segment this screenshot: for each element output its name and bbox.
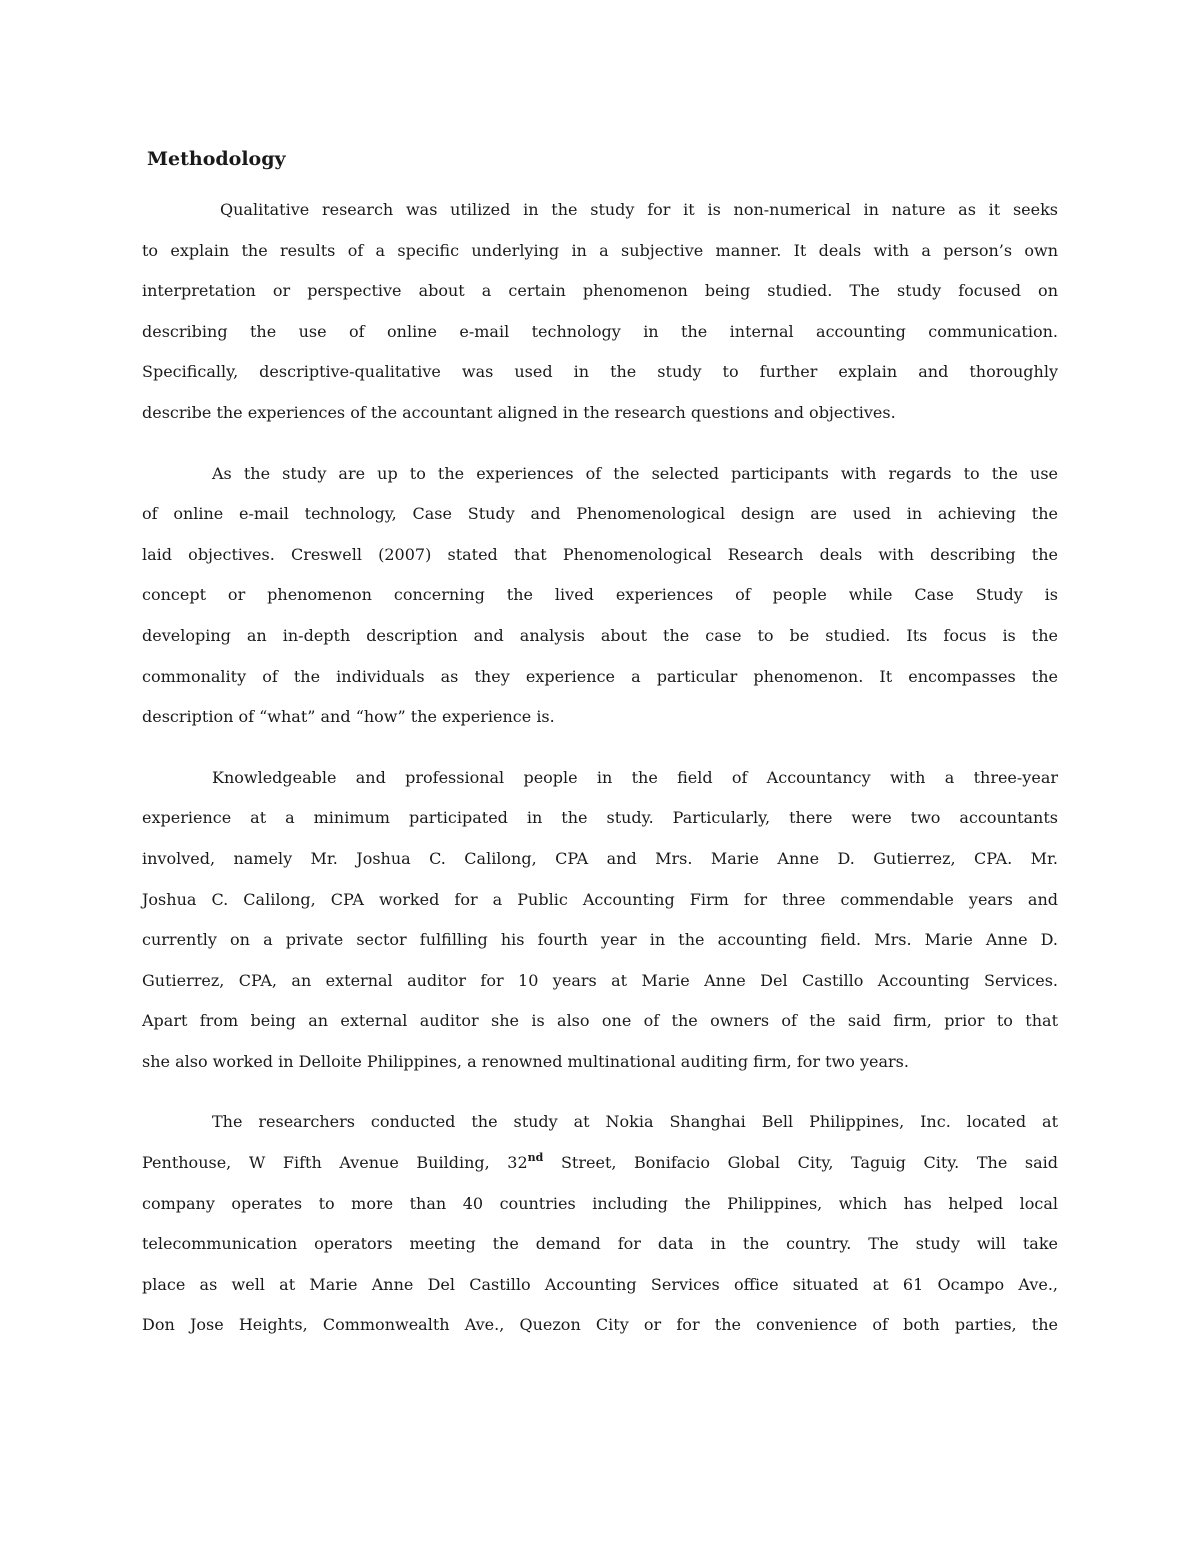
line-text: Penthouse, W Fifth Avenue Building, 32	[142, 1153, 528, 1173]
paragraph-line: Apart from being an external auditor she is also one of the owners of the said firm, prior to that	[142, 1011, 1058, 1031]
paragraph-line: Gutierrez, CPA, an external auditor for 10 years at Marie Anne Del Castillo Accounting Services.	[142, 970, 1058, 990]
paragraph-line: Qualitative research was utilized in the study for it is non-numerical in nature as it seeks	[220, 200, 1058, 219]
paragraph-1	[142, 200, 1058, 444]
paragraph-line: developing an in-depth description and analysis about the case to be studied. Its focus is the	[142, 625, 1058, 645]
paragraph-line: she also worked in Delloite Philippines, a renowned multinational auditing firm, for two years.	[142, 1051, 909, 1071]
paragraph-line-with-superscript	[142, 1153, 1058, 1194]
paragraph-line: Joshua C. Calilong, CPA worked for a Public Accounting Firm for three commendable years and	[142, 889, 1058, 909]
paragraph-line: The researchers conducted the study at Nokia Shanghai Bell Philippines, Inc. located at	[212, 1112, 1058, 1132]
paragraph-line: place as well at Marie Anne Del Castillo Accounting Services office situated at 61 Ocampo Ave.,	[142, 1274, 1058, 1294]
ordinal-superscript: nd	[527, 1151, 544, 1165]
section-heading: Methodology	[147, 148, 286, 170]
paragraph-line: experience at a minimum participated in the study. Particularly, there were two accountants	[142, 808, 1058, 828]
paragraph-line: Don Jose Heights, Commonwealth Ave., Quezon City or for the convenience of both parties, the	[142, 1315, 1058, 1335]
paragraph-line: describing the use of online e-mail technology in the internal accounting communication.	[142, 321, 1058, 341]
paragraph-line: Specifically, descriptive-qualitative was used in the study to further explain and thoroughly	[142, 362, 1058, 382]
paragraph-line: interpretation or perspective about a certain phenomenon being studied. The study focused on	[142, 281, 1058, 301]
paragraph-line: Knowledgeable and professional people in the field of Accountancy with a three-year	[212, 767, 1058, 787]
paragraph-line: to explain the results of a specific underlying in a subjective manner. It deals with a person’s own	[142, 240, 1058, 260]
paragraph-3	[142, 768, 1058, 1093]
paragraph-line: description of “what” and “how” the experience is.	[142, 707, 555, 727]
paragraph-line: laid objectives. Creswell (2007) stated that Phenomenological Research deals with describing the	[142, 544, 1058, 564]
paragraph-line: concept or phenomenon concerning the lived experiences of people while Case Study is	[142, 585, 1058, 605]
paragraph-line: commonality of the individuals as they experience a particular phenomenon. It encompasses the	[142, 666, 1058, 686]
paragraph-line: involved, namely Mr. Joshua C. Calilong, CPA and Mrs. Marie Anne D. Gutierrez, CPA. Mr.	[142, 848, 1058, 868]
paragraph-line: of online e-mail technology, Case Study and Phenomenological design are used in achieving the	[142, 504, 1058, 524]
paragraph-line: describe the experiences of the accountant aligned in the research questions and objectives.	[142, 402, 896, 422]
paragraph-line: company operates to more than 40 countries including the Philippines, which has helped local	[142, 1193, 1058, 1213]
paragraph-4	[142, 1112, 1058, 1356]
paragraph-2	[142, 464, 1058, 748]
paragraph-line: currently on a private sector fulfilling his fourth year in the accounting field. Mrs. Marie Anne D.	[142, 930, 1058, 950]
paragraph-line: telecommunication operators meeting the demand for data in the country. The study will take	[142, 1234, 1058, 1254]
document-page	[142, 140, 1058, 1356]
line-text: Street, Bonifacio Global City, Taguig City. The said	[543, 1153, 1058, 1173]
paragraph-line: As the study are up to the experiences of the selected participants with regards to the use	[212, 463, 1058, 483]
